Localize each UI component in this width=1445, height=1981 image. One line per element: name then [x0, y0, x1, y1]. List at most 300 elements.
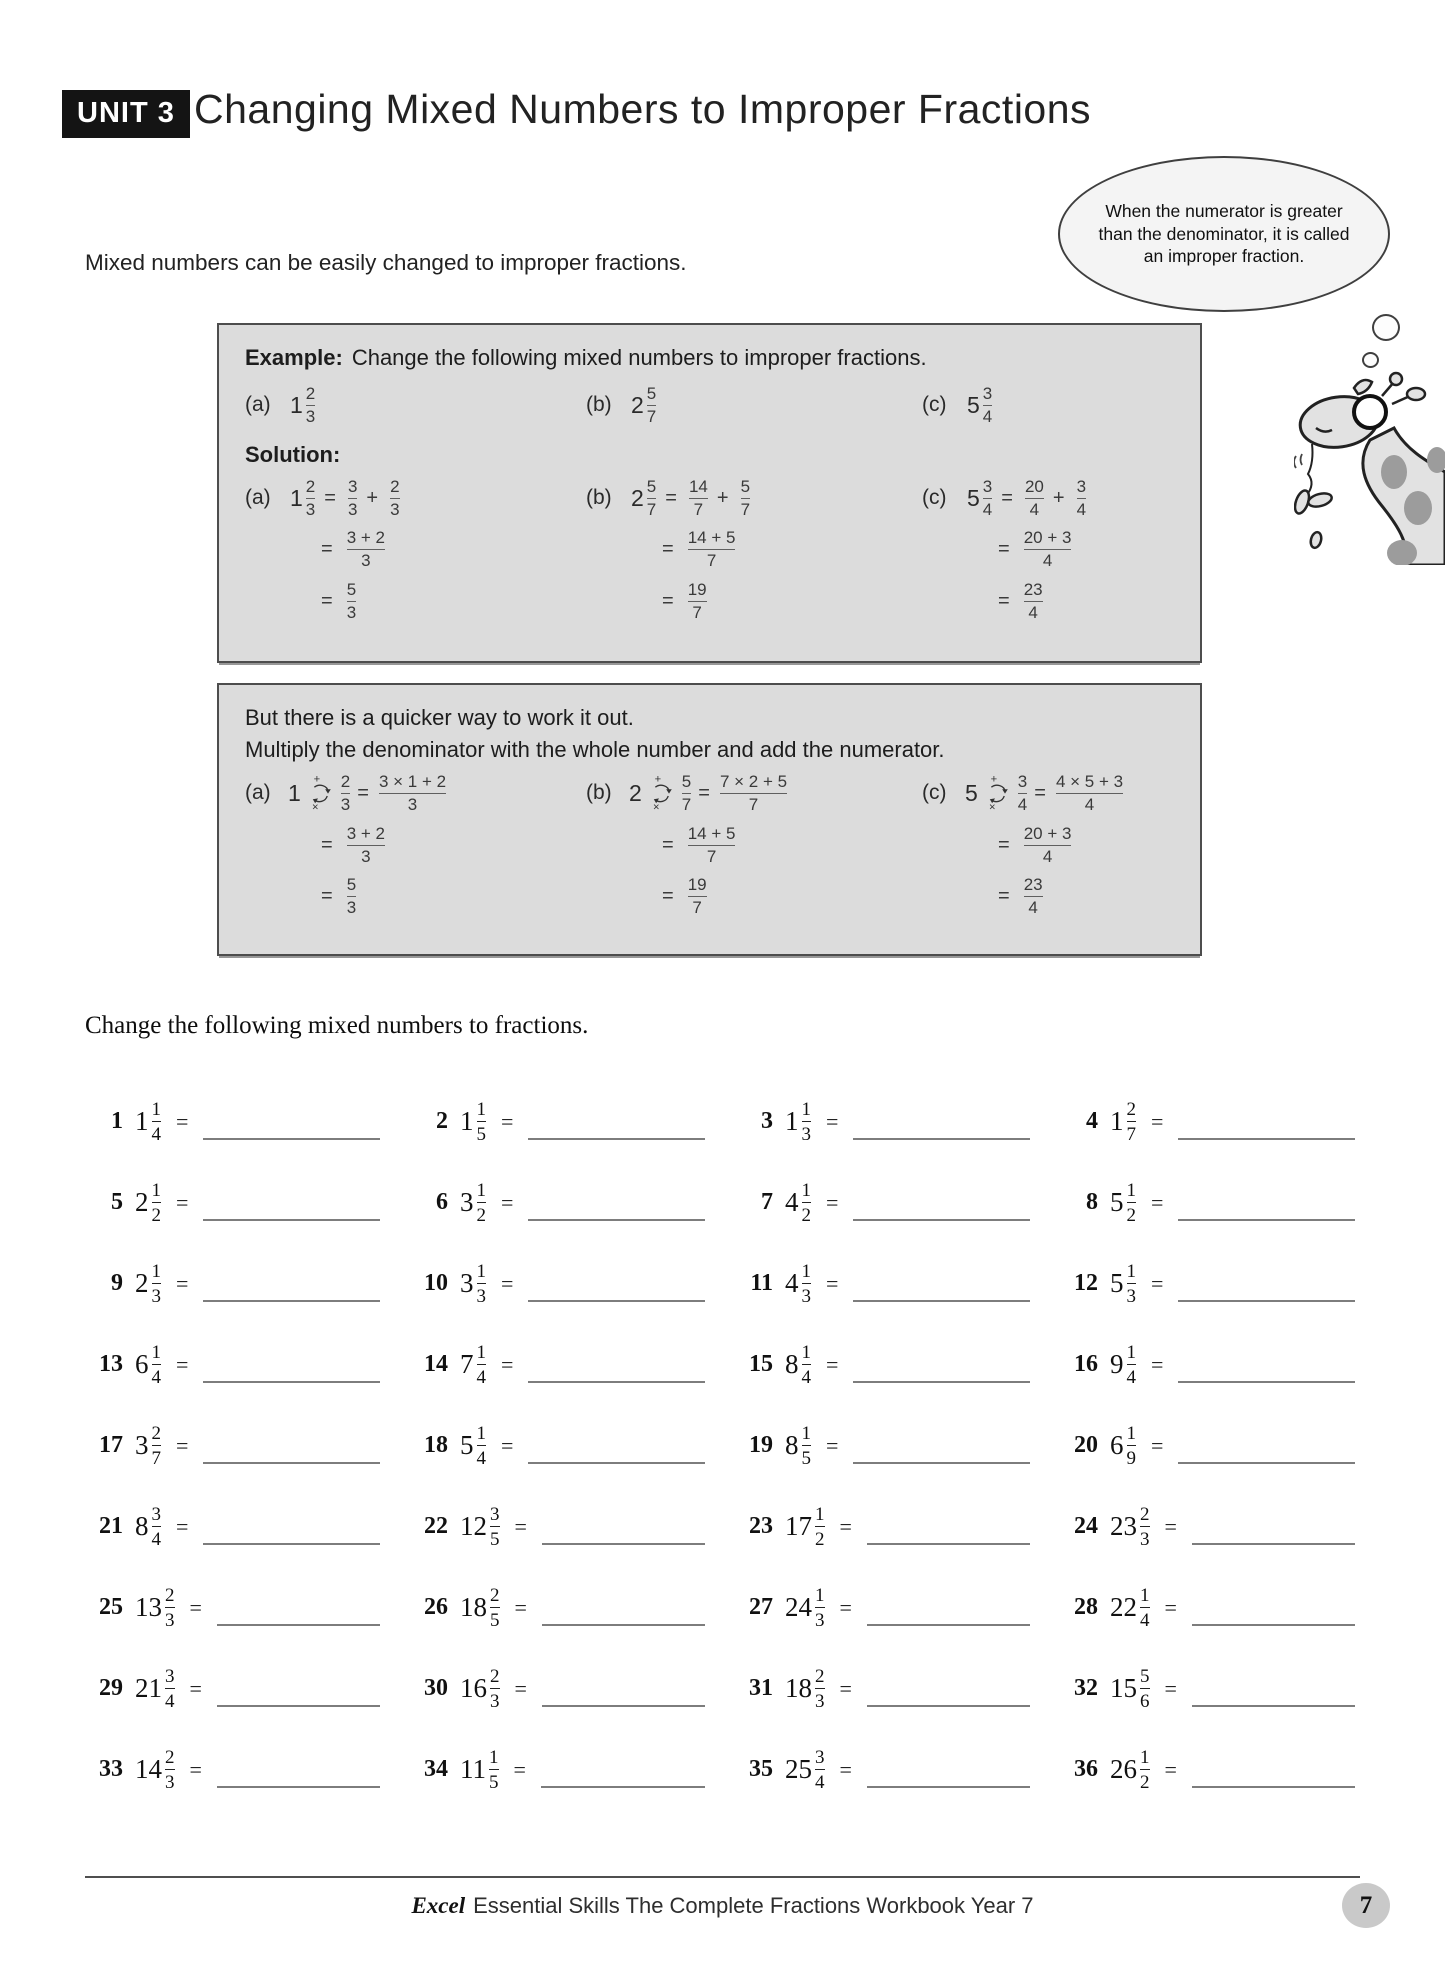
mixed-number: 5 1 3 [1110, 1260, 1136, 1307]
problem-number: 9 [111, 1270, 123, 1296]
equals-sign: = [998, 833, 1010, 856]
fraction: 1 2 [815, 1503, 825, 1550]
mixed-number: 18 2 5 [460, 1584, 500, 1631]
problem-number: 26 [424, 1594, 448, 1620]
fraction: 1 2 [1140, 1746, 1150, 1793]
solution-step [662, 529, 922, 570]
mixed-number: 17 1 2 [785, 1503, 825, 1550]
mixed-number: 6 1 4 [135, 1341, 161, 1388]
fraction: 1 3 [801, 1098, 811, 1145]
exercise-problem [85, 1648, 410, 1729]
fraction: 1 4 [801, 1341, 811, 1388]
fraction: 1 4 [1126, 1341, 1136, 1388]
quick-method-line2: Multiply the denominator with the whole number and add the numerator. [245, 737, 945, 762]
problem-number: 31 [749, 1675, 773, 1701]
fraction: 1 4 [476, 1341, 486, 1388]
fraction: 2 3 [390, 476, 400, 519]
problem-number: 32 [1074, 1675, 1098, 1701]
answer-blank[interactable] [1178, 1462, 1355, 1464]
solution-column [586, 478, 922, 622]
exercise-problem [1060, 1567, 1385, 1648]
equals-sign: = [514, 1513, 527, 1539]
answer-blank[interactable] [1178, 1381, 1355, 1383]
fraction: 5 7 [646, 384, 657, 426]
exercise-problem [735, 1648, 1060, 1729]
fraction: 2 7 [151, 1422, 161, 1469]
quick-result [662, 876, 922, 917]
fraction: 14 + 5 7 [687, 528, 736, 571]
fraction: 5 7 [740, 476, 751, 519]
exercise-problem [85, 1486, 410, 1567]
mixed-number: 18 2 3 [785, 1665, 825, 1712]
exercise-problem [735, 1486, 1060, 1567]
fraction: 1 3 [1126, 1260, 1136, 1307]
plus-sign: + [366, 486, 379, 509]
example-problem [245, 385, 586, 426]
equals-sign: = [826, 1270, 839, 1296]
quick-step [998, 825, 1180, 866]
equals-sign: = [1034, 781, 1046, 804]
equals-sign: = [662, 885, 674, 908]
equals-sign: = [501, 1189, 514, 1215]
equals-sign: = [826, 1432, 839, 1458]
exercise-problem [85, 1405, 410, 1486]
mixed-number: 16 2 3 [460, 1665, 500, 1712]
svg-text:+: + [990, 773, 997, 786]
problem-number: 18 [424, 1432, 448, 1458]
equals-sign: = [1164, 1513, 1177, 1539]
answer-blank[interactable] [867, 1705, 1030, 1707]
answer-blank[interactable] [203, 1462, 380, 1464]
problem-label: (c) [922, 486, 947, 510]
fraction: 1 4 [151, 1098, 161, 1145]
whole-number: 5 [965, 779, 978, 806]
answer-blank[interactable] [542, 1705, 705, 1707]
fraction: 5 7 [681, 772, 692, 814]
problem-number: 35 [749, 1756, 773, 1782]
mixed-number: 22 1 4 [1110, 1584, 1150, 1631]
quick-method-line [245, 773, 586, 814]
fraction: 3 + 2 3 [346, 528, 385, 571]
fraction: 3 4 [815, 1746, 825, 1793]
exercise-problem [1060, 1486, 1385, 1567]
unit-label: UNIT 3 [62, 90, 190, 138]
brand-logo: Excel [411, 1893, 466, 1918]
problem-number: 30 [424, 1675, 448, 1701]
answer-blank[interactable] [528, 1381, 705, 1383]
problem-number: 6 [436, 1189, 448, 1215]
mixed-number: 8 3 4 [135, 1503, 161, 1550]
fraction: 2 3 [1140, 1503, 1150, 1550]
svg-text:+: + [313, 773, 320, 786]
fraction: 2 3 [165, 1584, 175, 1631]
equals-sign: = [501, 1432, 514, 1458]
quick-method-column [245, 773, 586, 917]
page-number-badge: 7 [1342, 1883, 1390, 1928]
problem-number: 23 [749, 1513, 773, 1539]
multiply-add-cycle-icon [649, 772, 673, 812]
fraction: 3 4 [151, 1503, 161, 1550]
exercise-problem [85, 1729, 410, 1810]
answer-blank[interactable] [853, 1219, 1030, 1221]
solution-step [321, 529, 586, 570]
quick-result [998, 876, 1180, 917]
fraction: 5 7 [646, 476, 657, 519]
exercise-problem [410, 1162, 735, 1243]
thought-bubble: When the numerator is greater than the denominator, it is called an improper fraction. [1058, 156, 1390, 312]
equals-sign: = [1151, 1432, 1164, 1458]
answer-blank[interactable] [541, 1786, 705, 1788]
intro-text: Mixed numbers can be easily changed to improper fractions. [85, 250, 687, 275]
problem-number: 25 [99, 1594, 123, 1620]
quick-method-column [922, 773, 1180, 917]
whole-number: 1 [290, 391, 303, 418]
mixed-number: 2 5 7 [631, 476, 657, 519]
equals-sign: = [321, 538, 333, 561]
equals-sign: = [998, 589, 1010, 612]
quick-method-line [922, 773, 1180, 814]
mixed-number: 4 1 2 [785, 1179, 811, 1226]
example-problem [922, 385, 1180, 426]
problem-label: (c) [922, 781, 947, 805]
fraction: 5 3 [346, 580, 357, 622]
equals-sign: = [189, 1756, 202, 1782]
mixed-number: 5 3 4 [967, 476, 993, 519]
exercise-problem [735, 1324, 1060, 1405]
equals-sign: = [1151, 1189, 1164, 1215]
formula-fraction: 7 × 2 + 5 7 [719, 772, 788, 814]
exercise-problem [85, 1243, 410, 1324]
exercise-problem [735, 1567, 1060, 1648]
plus-sign: + [1052, 486, 1065, 509]
problem-label: (a) [245, 486, 271, 510]
exercise-problem [85, 1324, 410, 1405]
answer-blank[interactable] [853, 1462, 1030, 1464]
multiply-add-cycle-icon [308, 772, 332, 812]
solution-result [998, 581, 1180, 622]
mixed-number: 15 5 6 [1110, 1665, 1150, 1712]
equals-sign: = [839, 1513, 852, 1539]
quick-step [662, 825, 922, 866]
solution-line [922, 478, 1180, 519]
exercise-problem [410, 1324, 735, 1405]
fraction: 1 4 [476, 1422, 486, 1469]
problem-label: (a) [245, 393, 271, 417]
exercise-problem [735, 1081, 1060, 1162]
exercise-instruction: Change the following mixed numbers to fractions. [85, 1012, 589, 1039]
answer-blank[interactable] [867, 1543, 1030, 1545]
answer-blank[interactable] [1178, 1219, 1355, 1221]
fraction: 20 + 3 4 [1023, 528, 1072, 571]
problem-number: 34 [424, 1756, 448, 1782]
exercise-problem [1060, 1243, 1385, 1324]
mixed-number: 24 1 3 [785, 1584, 825, 1631]
fraction: 3 + 2 3 [346, 823, 385, 866]
equals-sign: = [1164, 1756, 1177, 1782]
fraction: 1 2 [476, 1179, 486, 1226]
fraction: 2 3 [490, 1665, 500, 1712]
equals-sign: = [176, 1513, 189, 1539]
problem-number: 1 [111, 1108, 123, 1134]
exercise-problem [85, 1567, 410, 1648]
fraction: 2 3 [305, 476, 316, 519]
problem-number: 7 [761, 1189, 773, 1215]
equals-sign: = [321, 589, 333, 612]
equals-sign: = [189, 1594, 202, 1620]
mixed-number: 1 2 3 [290, 476, 316, 519]
problem-label: (b) [586, 781, 612, 805]
answer-blank[interactable] [1192, 1786, 1355, 1788]
equals-sign: = [501, 1270, 514, 1296]
solution-step [998, 529, 1180, 570]
fraction: 1 3 [815, 1584, 825, 1631]
equals-sign: = [1151, 1351, 1164, 1377]
exercise-problem [410, 1486, 735, 1567]
footer-title: Essential Skills The Complete Fractions Workbook Year 7 [473, 1893, 1034, 1918]
mixed-number: 21 3 4 [135, 1665, 175, 1712]
equals-sign: = [826, 1189, 839, 1215]
svg-text:×: × [311, 801, 319, 813]
fraction: 1 4 [151, 1341, 161, 1388]
fraction: 1 5 [476, 1098, 486, 1145]
equals-sign: = [1164, 1594, 1177, 1620]
thought-bubble-dot-large [1372, 314, 1400, 341]
exercise-problem [85, 1162, 410, 1243]
equals-sign: = [1001, 486, 1013, 509]
equals-sign: = [826, 1351, 839, 1377]
fraction: 1 3 [151, 1260, 161, 1307]
plus-sign: + [716, 486, 729, 509]
problem-number: 19 [749, 1432, 773, 1458]
exercise-problem [735, 1162, 1060, 1243]
exercise-problem [1060, 1162, 1385, 1243]
mixed-number: 8 1 4 [785, 1341, 811, 1388]
equals-sign: = [176, 1189, 189, 1215]
mixed-number: 1 1 5 [460, 1098, 486, 1145]
fraction: 2 3 [815, 1665, 825, 1712]
solution-line [586, 478, 922, 519]
fraction: 1 2 [801, 1179, 811, 1226]
exercise-problem [410, 1243, 735, 1324]
svg-text:×: × [652, 801, 660, 813]
equals-sign: = [1151, 1108, 1164, 1134]
mixed-number: 8 1 5 [785, 1422, 811, 1469]
mixed-number: 9 1 4 [1110, 1341, 1136, 1388]
equals-sign: = [662, 589, 674, 612]
example-heading-bold: Example: [245, 345, 343, 370]
equals-sign: = [176, 1432, 189, 1458]
equals-sign: = [698, 781, 710, 804]
example-problems-row [245, 385, 1180, 426]
mixed-number [631, 385, 656, 426]
whole-number: 1 [288, 779, 301, 806]
fraction: 1 3 [801, 1260, 811, 1307]
fraction: 3 3 [347, 476, 358, 519]
answer-blank[interactable] [853, 1300, 1030, 1302]
equals-sign: = [665, 486, 677, 509]
problem-number: 14 [424, 1351, 448, 1377]
problem-number: 28 [1074, 1594, 1098, 1620]
quick-method-box [217, 683, 1202, 956]
exercise-problem [1060, 1405, 1385, 1486]
equals-sign: = [501, 1351, 514, 1377]
answer-blank[interactable] [203, 1381, 380, 1383]
problem-number: 27 [749, 1594, 773, 1620]
answer-blank[interactable] [217, 1786, 380, 1788]
example-problem [586, 385, 922, 426]
problem-number: 17 [99, 1432, 123, 1458]
problem-number: 22 [424, 1513, 448, 1539]
problem-number: 15 [749, 1351, 773, 1377]
answer-blank[interactable] [528, 1300, 705, 1302]
mixed-number: 5 1 2 [1110, 1179, 1136, 1226]
exercise-problem [1060, 1324, 1385, 1405]
answer-blank[interactable] [867, 1786, 1030, 1788]
answer-blank[interactable] [203, 1300, 380, 1302]
solution-label: Solution: [245, 441, 341, 467]
quick-method-line1: But there is a quicker way to work it out. [245, 705, 634, 730]
answer-blank[interactable] [528, 1462, 705, 1464]
mixed-number: 1 1 3 [785, 1098, 811, 1145]
quick-step [321, 825, 586, 866]
answer-blank[interactable] [217, 1624, 380, 1626]
problem-label: (b) [586, 486, 612, 510]
footer-divider [85, 1876, 1360, 1878]
exercise-problem [1060, 1081, 1385, 1162]
exercise-problem [735, 1243, 1060, 1324]
equals-sign: = [501, 1108, 514, 1134]
solution-result [321, 581, 586, 622]
problem-number: 5 [111, 1189, 123, 1215]
problem-number: 33 [99, 1756, 123, 1782]
whole-number: 2 [631, 391, 644, 418]
fraction: 14 + 5 7 [687, 823, 736, 866]
answer-blank[interactable] [542, 1624, 705, 1626]
quick-method-line [586, 773, 922, 814]
problem-number: 21 [99, 1513, 123, 1539]
answer-blank[interactable] [1192, 1543, 1355, 1545]
answer-blank[interactable] [203, 1138, 380, 1140]
solution-line [245, 478, 586, 519]
mixed-number: 13 2 3 [135, 1584, 175, 1631]
equals-sign: = [662, 538, 674, 561]
fraction: 3 5 [490, 1503, 500, 1550]
solution-column [922, 478, 1180, 622]
answer-blank[interactable] [1178, 1300, 1355, 1302]
equals-sign: = [321, 885, 333, 908]
answer-blank[interactable] [203, 1543, 380, 1545]
svg-text:×: × [988, 801, 996, 813]
exercise-problem [85, 1081, 410, 1162]
example-box [217, 323, 1202, 663]
equals-sign: = [998, 538, 1010, 561]
fraction: 2 3 [340, 772, 351, 814]
fraction: 1 2 [1126, 1179, 1136, 1226]
answer-blank[interactable] [853, 1381, 1030, 1383]
problem-number: 16 [1074, 1351, 1098, 1377]
problem-label: (a) [245, 781, 271, 805]
multiply-add-cycle-icon [985, 772, 1009, 812]
fraction: 2 7 [1126, 1098, 1136, 1145]
mixed-number: 3 2 7 [135, 1422, 161, 1469]
fraction: 1 9 [1126, 1422, 1136, 1469]
problem-number: 3 [761, 1108, 773, 1134]
problem-label: (c) [922, 393, 947, 417]
answer-blank[interactable] [1178, 1138, 1355, 1140]
answer-blank[interactable] [1192, 1624, 1355, 1626]
answer-blank[interactable] [867, 1624, 1030, 1626]
equals-sign: = [998, 885, 1010, 908]
fraction: 20 + 3 4 [1023, 823, 1072, 866]
fraction: 23 4 [1023, 875, 1043, 918]
giraffe-cartoon-icon [1294, 360, 1445, 565]
mixed-number [290, 385, 315, 426]
fraction: 3 4 [982, 476, 993, 519]
exercise-problem [410, 1648, 735, 1729]
problem-number: 11 [750, 1270, 773, 1296]
mixed-number: 3 1 2 [460, 1179, 486, 1226]
page-title: Changing Mixed Numbers to Improper Fractions [194, 86, 1092, 132]
answer-blank[interactable] [1192, 1705, 1355, 1707]
whole-number: 5 [967, 391, 980, 418]
problem-number: 20 [1074, 1432, 1098, 1458]
answer-blank[interactable] [203, 1219, 380, 1221]
mixed-number: 2 1 3 [135, 1260, 161, 1307]
equals-sign: = [839, 1594, 852, 1620]
answer-blank[interactable] [528, 1138, 705, 1140]
problem-number: 10 [424, 1270, 448, 1296]
solution-result [662, 581, 922, 622]
equals-sign: = [514, 1675, 527, 1701]
fraction: 2 3 [305, 384, 316, 426]
mixed-number: 11 1 5 [460, 1746, 499, 1793]
fraction: 1 5 [801, 1422, 811, 1469]
answer-blank[interactable] [528, 1219, 705, 1221]
exercise-grid [85, 1081, 1385, 1810]
fraction: 3 4 [1017, 772, 1028, 814]
problem-number: 12 [1074, 1270, 1098, 1296]
fraction: 3 4 [1076, 476, 1087, 519]
exercise-problem [410, 1567, 735, 1648]
equals-sign: = [176, 1351, 189, 1377]
fraction: 5 3 [346, 875, 357, 918]
answer-blank[interactable] [542, 1543, 705, 1545]
problem-number: 29 [99, 1675, 123, 1701]
problem-number: 13 [99, 1351, 123, 1377]
mixed-number: 12 3 5 [460, 1503, 500, 1550]
fraction: 2 3 [165, 1746, 175, 1793]
mixed-number: 3 1 3 [460, 1260, 486, 1307]
equals-sign: = [514, 1594, 527, 1620]
fraction: 1 3 [476, 1260, 486, 1307]
mixed-number: 14 2 3 [135, 1746, 175, 1793]
equals-sign: = [826, 1108, 839, 1134]
svg-text:+: + [654, 773, 661, 786]
fraction: 2 5 [490, 1584, 500, 1631]
exercise-problem [1060, 1729, 1385, 1810]
mixed-number: 23 2 3 [1110, 1503, 1150, 1550]
answer-blank[interactable] [217, 1705, 380, 1707]
equals-sign: = [189, 1675, 202, 1701]
exercise-problem [410, 1405, 735, 1486]
answer-blank[interactable] [853, 1138, 1030, 1140]
quick-result [321, 876, 586, 917]
exercise-problem [735, 1729, 1060, 1810]
solution-columns [245, 478, 1180, 622]
quick-method-columns [245, 773, 1180, 917]
mixed-number: 4 1 3 [785, 1260, 811, 1307]
equals-sign: = [513, 1756, 526, 1782]
